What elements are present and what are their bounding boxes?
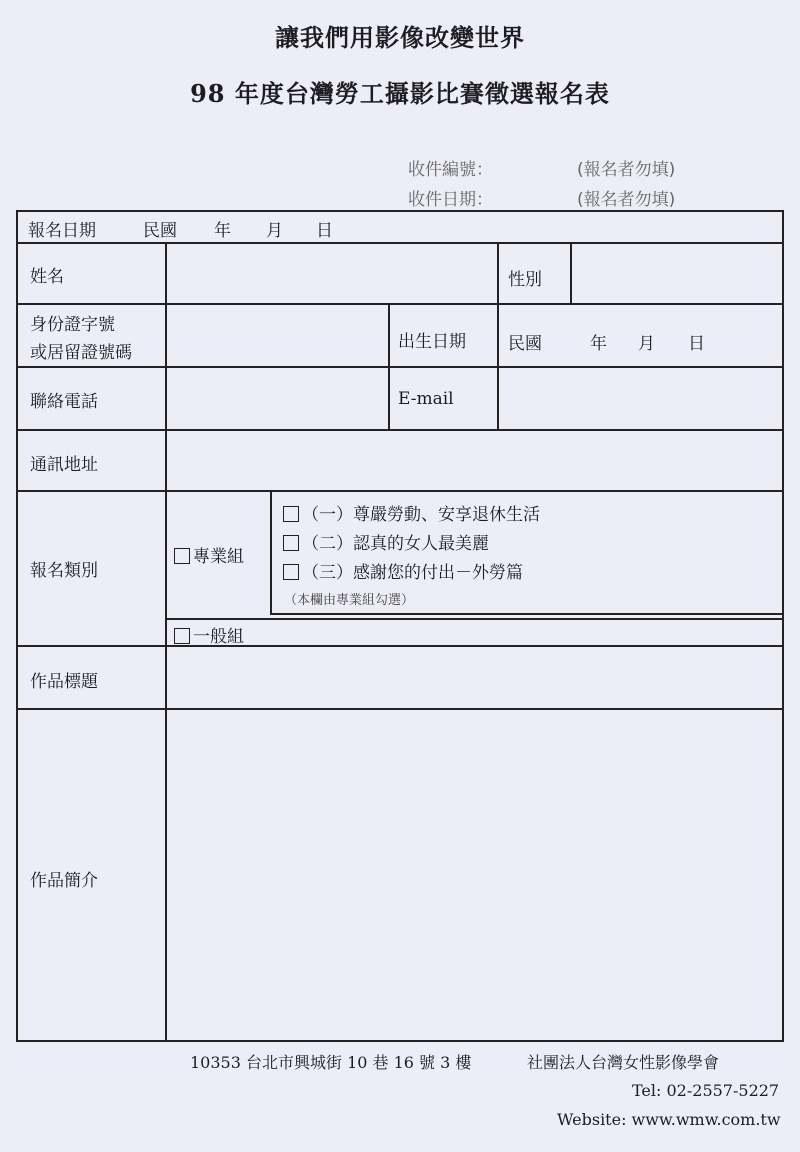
work-intro-field[interactable] [168,710,781,1039]
id-label-line2: 或居留證號碼 [30,343,132,363]
gender-field[interactable] [573,244,781,302]
receipt-number-label: 收件編號： [408,160,493,180]
general-group-option[interactable] [174,622,244,647]
general-group-label: 一般組 [193,627,244,647]
footer-website: Website: www.wmw.com.tw [557,1110,781,1129]
birth-date-year: 年 [590,334,607,354]
pro-option-1[interactable] [283,500,540,525]
work-title-field[interactable] [168,647,781,707]
name-field[interactable] [168,244,496,302]
phone-field[interactable] [168,368,387,428]
id-label-line1: 身份證字號 [30,315,115,335]
id-number-field[interactable] [168,305,387,365]
pro-option-1-label: （一）尊嚴勞動、安享退休生活 [302,505,540,525]
address-label: 通訊地址 [30,455,98,475]
form-title: 98 年度台灣勞工攝影比賽徵選報名表 [190,79,610,108]
footer-tel: Tel: 02-2557-5227 [632,1081,780,1100]
pro-option-3-checkbox[interactable] [283,564,299,580]
email-field[interactable] [500,368,781,428]
pro-option-2-checkbox[interactable] [283,535,299,551]
pro-group-option[interactable] [174,542,244,567]
general-group-checkbox[interactable] [174,628,190,644]
signup-date-year: 年 [214,221,231,241]
slogan-title: 讓我們用影像改變世界 [275,23,525,52]
address-field[interactable] [168,431,781,489]
name-label: 姓名 [30,267,64,287]
work-title-label: 作品標題 [30,672,98,692]
work-intro-label: 作品簡介 [30,871,98,891]
phone-label: 聯絡電話 [30,392,98,412]
pro-option-1-checkbox[interactable] [283,506,299,522]
birth-date-day: 日 [688,334,705,354]
pro-option-3[interactable] [283,558,523,583]
receipt-date-label: 收件日期： [408,190,493,210]
pro-option-3-label: （三）感謝您的付出－外勞篇 [302,563,523,583]
footer-address: 10353 台北市興城街 10 巷 16 號 3 樓 [190,1053,472,1072]
pro-group-label: 專業組 [193,547,244,567]
birth-date-era: 民國 [508,334,542,354]
birth-date-month: 月 [638,334,655,354]
signup-date-day: 日 [316,221,333,241]
pro-group-note: （本欄由專業組勾選） [284,593,415,608]
signup-date-month: 月 [266,221,283,241]
pro-option-2[interactable] [283,529,489,554]
signup-date-era: 民國 [143,221,177,241]
email-label: E-mail [398,389,454,409]
pro-option-2-label: （二）認真的女人最美麗 [302,534,489,554]
gender-label: 性別 [508,270,542,290]
birth-date-label: 出生日期 [398,332,466,352]
receipt-date-value: (報名者勿填) [577,190,676,210]
receipt-number-value: (報名者勿填) [577,160,676,180]
category-label: 報名類別 [30,561,98,581]
signup-date-label: 報名日期 [28,221,96,241]
pro-group-checkbox[interactable] [174,548,190,564]
footer-org: 社團法人台灣女性影像學會 [527,1053,720,1072]
